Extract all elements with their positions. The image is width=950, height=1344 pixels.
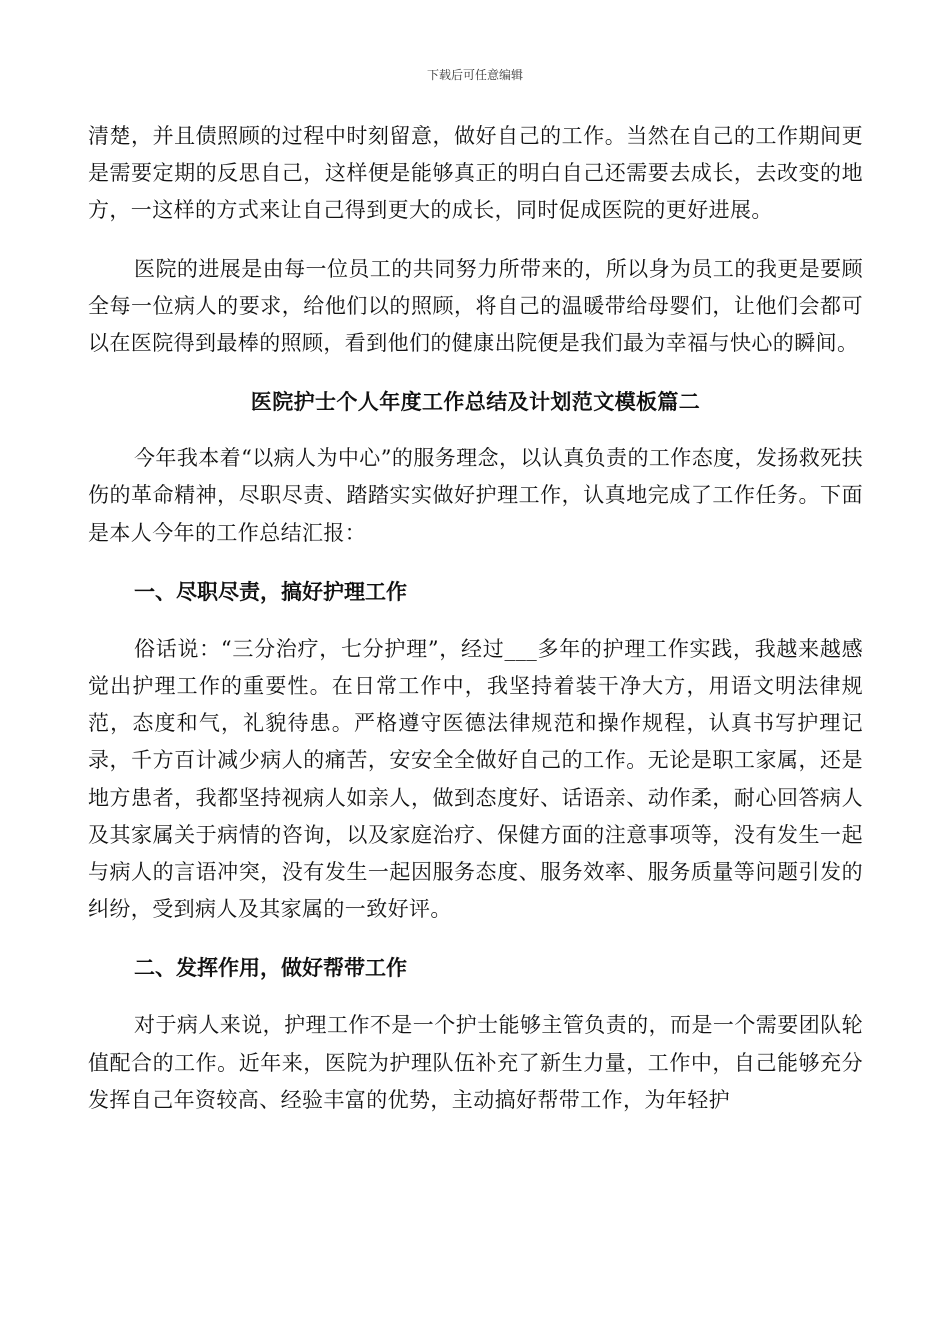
section-title: 医院护士个人年度工作总结及计划范文模板篇二 [250, 389, 701, 415]
paragraph-intro: 今年我本着“以病人为中心”的服务理念，以认真负责的工作态度，发扬救死扶伤的革命精神，尽职尽责、踏踏实实做好护理工作，认真地完成了工作任务。下面是本人今年的工作总结汇报： [88, 446, 863, 545]
paragraph-continuation: 清楚，并且债照顾的过程中时刻留意，做好自己的工作。当然在自己的工作期间更是需要定期的反思自己，这样便是能够真正的明白自己还需要去成长，去改变的地方，一这样的方式来让自己得到更大的成长，同时促成医院的更好进展。 [88, 124, 863, 223]
document-body [88, 118, 863, 1119]
section-heading-1: 一、尽职尽责，搞好护理工作 [134, 578, 407, 604]
paragraph-section-2: 对于病人来说，护理工作不是一个护士能够主管负责的，而是一个需要团队轮值配合的工作。近年来，医院为护理队伍补充了新生力量，工作中，自己能够充分发挥自己年资较高、经验丰富的优势，主动搞好帮带工作，为年轻护 [88, 1013, 863, 1112]
paragraph-hospital-development: 医院的进展是由每一位员工的共同努力所带来的，所以身为员工的我更是要顾全每一位病人的要求，给他们以的照顾，将自己的温暖带给母婴们，让他们会都可以在医院得到最棒的照顾，看到他们的健康出院便是我们最为幸福与快心的瞬间。 [88, 256, 863, 356]
section-heading-2: 二、发挥作用，做好帮带工作 [134, 955, 407, 981]
page-header: 下载后可任意编辑 [426, 68, 523, 82]
paragraph-section-1: 俗话说：“三分治疗，七分护理”，经过___多年的护理工作实践，我越来越感觉出护理工作的重要性。在日常工作中，我坚持着装干净大方，用语文明法律规范，态度和气，礼貌待患。严格遵守医德法律规范和操作规程，认真书写护理记录，千方百计减少病人的痛苦，安安全全做好自己的工作。无论是职工家属，还是地方患者，我都坚持视病人如亲人，做到态度好、话语亲、动作柔，耐心回答病人及其家属关于病情的咨询，以及家庭治疗、保健方面的注意事项等，没有发生一起与病人的言语冲突，没有发生一起因服务态度、服务效率、服务质量等问题引发的纠纷，受到病人及其家属的一致好评。 [88, 636, 863, 922]
